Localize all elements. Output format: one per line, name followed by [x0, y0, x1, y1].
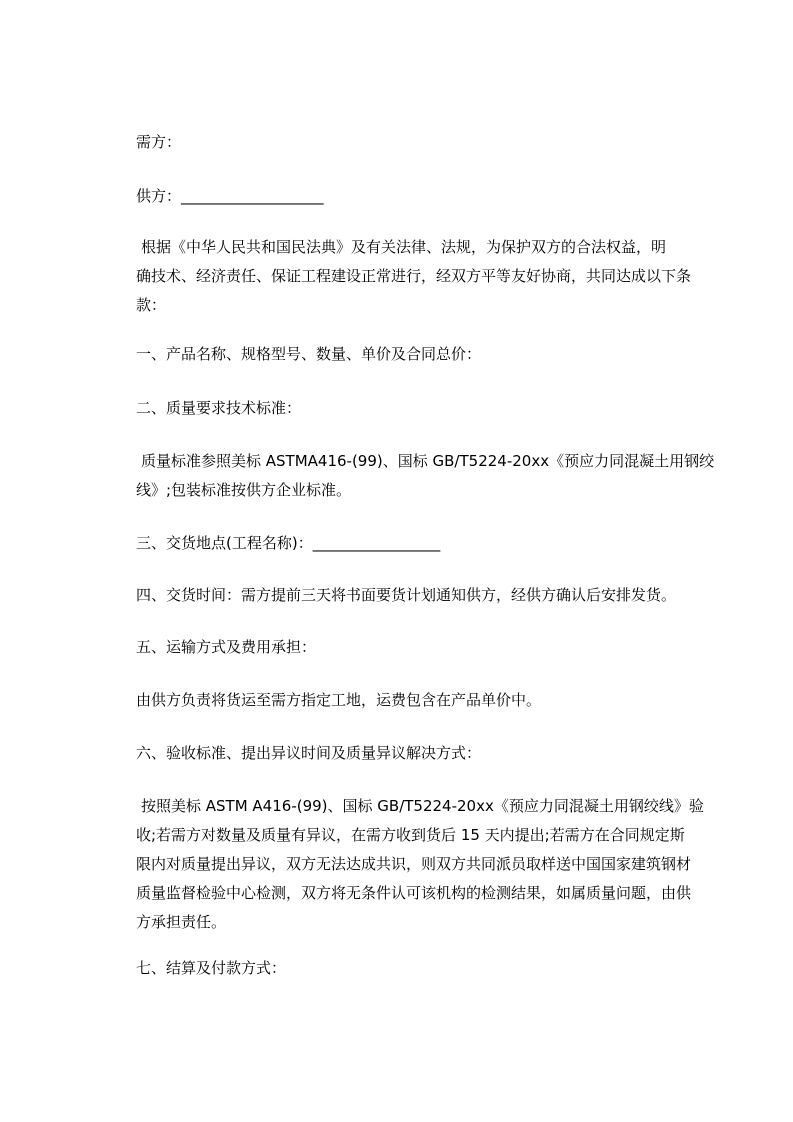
section-4-heading: 四、交货时间：需方提前三天将书面要货计划通知供方，经供方确认后安排发货。 [136, 586, 677, 604]
intro-line: 款： [136, 296, 167, 314]
section-6-body-line: 质量监督检验中心检测，双方将无条件认可该机构的检测结果，如属质量问题，由供 [136, 884, 692, 902]
section-6-body-line: 收;若需方对数量及质量有异议，在需方收到货后 15 天内提出;若需方在合同规定斯 [136, 826, 685, 844]
section-6-body-line: 限内对质量提出异议，双方无法达成共识，则双方共同派员取样送中国国家建筑钢材 [136, 855, 692, 873]
section-2-body [136, 447, 716, 505]
section-2-heading: 二、质量要求技术标准： [136, 399, 302, 417]
section-5-heading: 五、运输方式及费用承担： [136, 638, 317, 656]
section-7-heading: 七、结算及付款方式： [136, 959, 287, 977]
intro-line: 确技术、经济责任、保证工程建设正常进行，经双方平等友好协商，共同达成以下条 [136, 267, 692, 285]
section-6-body-line: 按照美标 ASTM A416-(99)、国标 GB/T5224-20xx《预应力同混凝土用钢绞线》验 [141, 797, 704, 815]
intro-paragraph [136, 233, 716, 320]
section-5-body: 由供方负责将货运至需方指定工地，运费包含在产品单价中。 [136, 691, 542, 709]
section-2-body-line: 质量标准参照美标 ASTMA416-(99)、国标 GB/T5224-20xx《预应力同混凝土用钢绞 [141, 452, 715, 470]
section-1-heading: 一、产品名称、规格型号、数量、单价及合同总价： [136, 345, 482, 363]
section-6-heading: 六、验收标准、提出异议时间及质量异议解决方式： [136, 744, 482, 762]
section-6-body-line: 方承担责任。 [136, 913, 227, 931]
buyer-line: 需方： [136, 133, 182, 151]
intro-line: 根据《中华人民共和国民法典》及有关法律、法规，为保护双方的合法权益，明 [141, 238, 667, 256]
section-3-heading: 三、交货地点(工程名称)：_________________ [136, 534, 441, 552]
supplier-line: 供方：___________________ [136, 187, 324, 205]
section-6-body [136, 792, 716, 937]
section-2-body-line: 线》;包装标准按供方企业标准。 [136, 481, 352, 499]
